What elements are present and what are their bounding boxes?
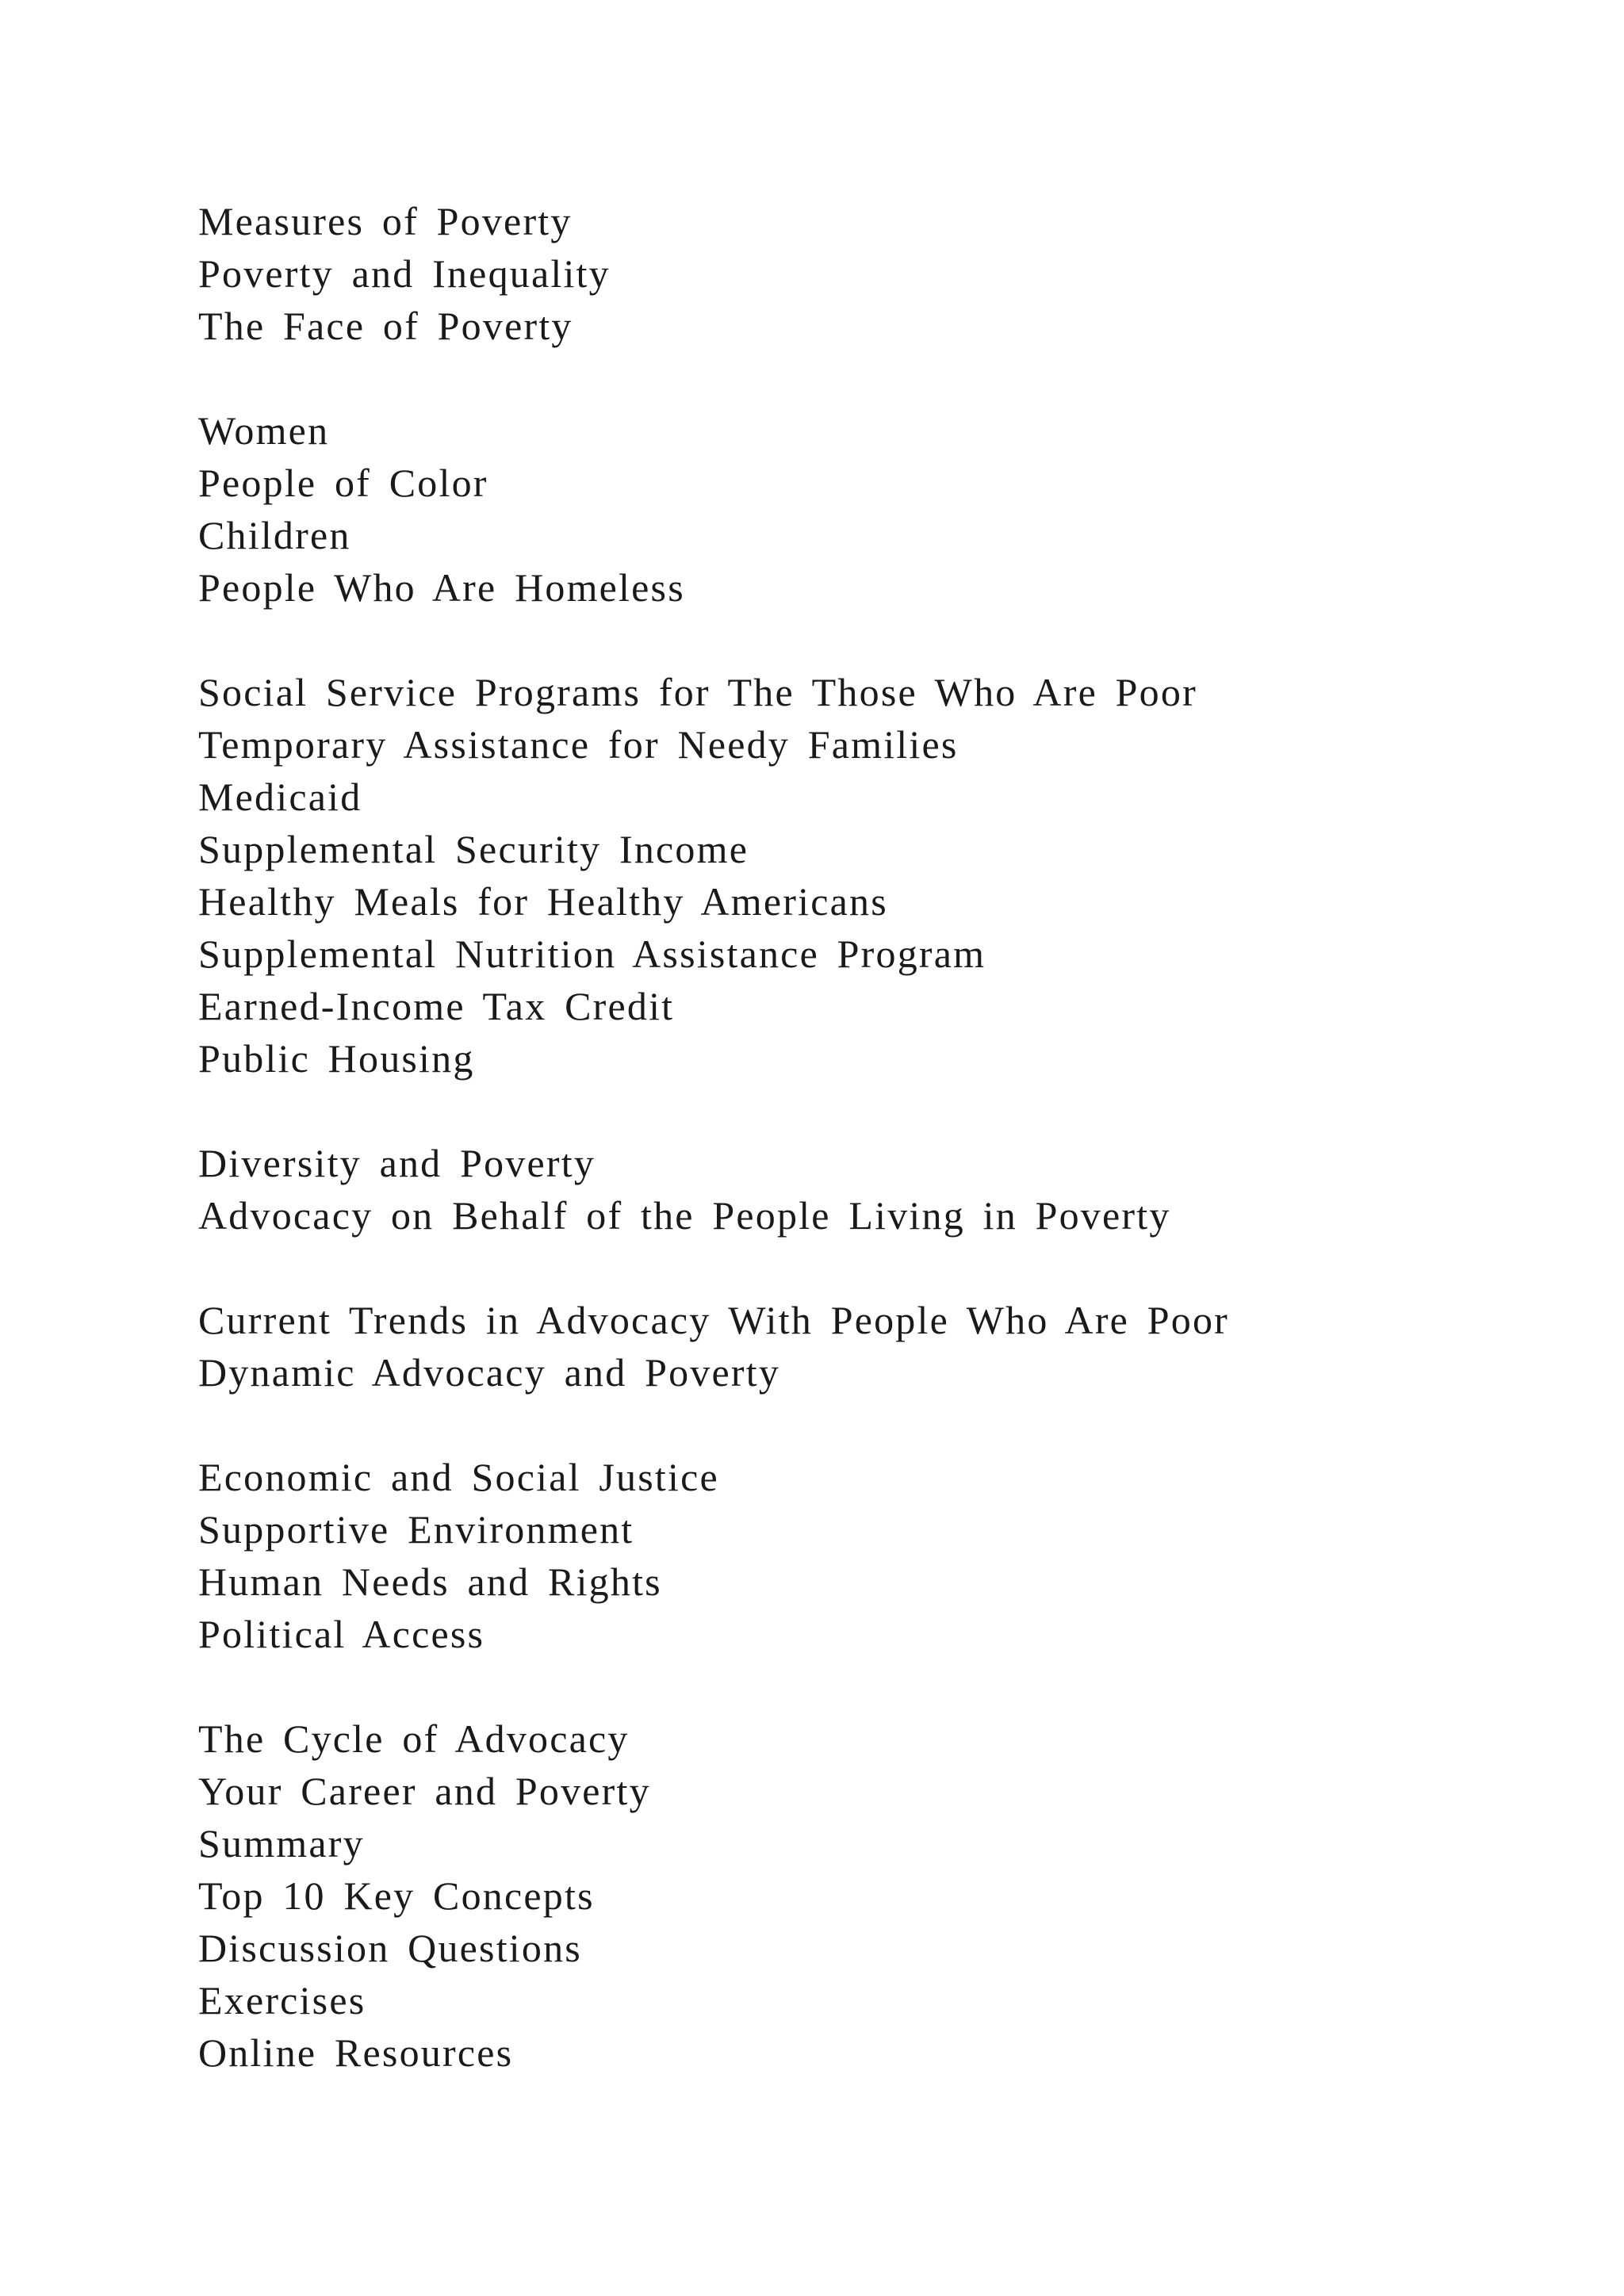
text-line: Online Resources	[198, 2030, 514, 2075]
text-line: Medicaid	[198, 775, 362, 819]
text-line: Dynamic Advocacy and Poverty	[198, 1350, 781, 1395]
text-line: Supplemental Security Income	[198, 827, 749, 871]
text-line: Earned-Income Tax Credit	[198, 984, 675, 1028]
text-group	[198, 1294, 1546, 1399]
text-line: Poverty and Inequality	[198, 251, 611, 296]
text-group	[198, 666, 1546, 1085]
text-line: Exercises	[198, 1978, 366, 2022]
text-line: Political Access	[198, 1612, 485, 1656]
text-line: Children	[198, 513, 351, 557]
text-line: Diversity and Poverty	[198, 1141, 596, 1185]
text-line: People Who Are Homeless	[198, 565, 685, 610]
document-content	[198, 195, 1546, 2079]
text-line: Top 10 Key Concepts	[198, 1873, 595, 1918]
text-line: Advocacy on Behalf of the People Living in Poverty	[198, 1193, 1171, 1238]
text-line: Summary	[198, 1821, 365, 1866]
text-group	[198, 195, 1546, 352]
text-line: The Cycle of Advocacy	[198, 1716, 630, 1761]
text-line: Supplemental Nutrition Assistance Program	[198, 932, 986, 976]
text-line: Discussion Questions	[198, 1926, 582, 1970]
text-line: Supportive Environment	[198, 1507, 634, 1552]
text-line: Social Service Programs for The Those Who Are Poor	[198, 670, 1197, 714]
text-line: Your Career and Poverty	[198, 1769, 651, 1813]
text-line: Current Trends in Advocacy With People Who Are Poor	[198, 1298, 1230, 1342]
text-group	[198, 404, 1546, 614]
text-line: Human Needs and Rights	[198, 1559, 662, 1604]
text-group	[198, 1712, 1546, 2079]
text-line: Measures of Poverty	[198, 199, 573, 243]
text-line: Economic and Social Justice	[198, 1455, 719, 1499]
text-group	[198, 1451, 1546, 1660]
text-line: Women	[198, 408, 330, 453]
text-group	[198, 1137, 1546, 1242]
text-line: People of Color	[198, 461, 488, 505]
text-line: The Face of Poverty	[198, 304, 573, 348]
text-line: Healthy Meals for Healthy Americans	[198, 879, 888, 924]
text-line: Public Housing	[198, 1036, 475, 1081]
text-line: Temporary Assistance for Needy Families	[198, 722, 959, 767]
